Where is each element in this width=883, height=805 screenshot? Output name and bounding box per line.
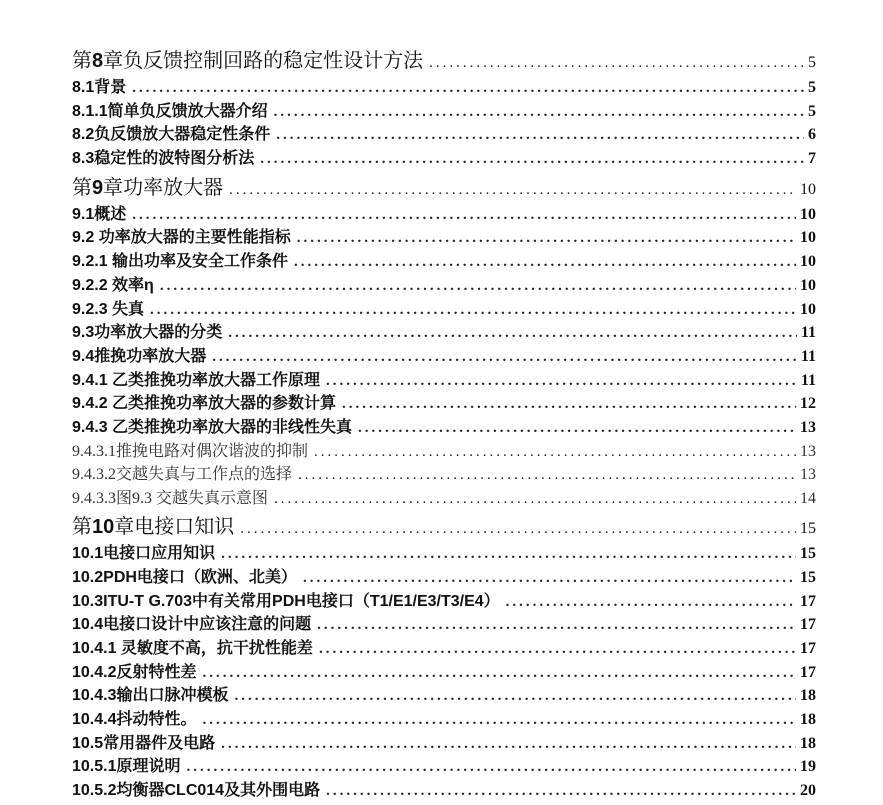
dot-leader bbox=[506, 591, 796, 615]
page-number: 10 bbox=[800, 276, 816, 294]
toc-entry-minor[interactable] bbox=[72, 463, 816, 487]
page-number: 17 bbox=[800, 663, 816, 681]
dot-leader bbox=[342, 393, 796, 417]
dot-leader bbox=[274, 101, 804, 125]
page-number: 11 bbox=[800, 347, 816, 365]
toc-entry-section[interactable] bbox=[72, 274, 816, 298]
chapter-prefix: 第 bbox=[72, 174, 92, 199]
toc-entry-title: 9.4.3 乙类推挽功率放大器的非线性失真 bbox=[72, 418, 353, 436]
toc-entry-title: 9.4.2 乙类推挽功率放大器的参数计算 bbox=[72, 395, 337, 413]
toc-entry-title: 10.1电接口应用知识 bbox=[72, 545, 216, 563]
toc-entry-title: 8.1.1简单负反馈放大器介绍 bbox=[72, 102, 268, 120]
toc-entry-chapter[interactable] bbox=[72, 44, 816, 76]
dot-leader bbox=[319, 638, 796, 662]
toc-entry-title bbox=[72, 510, 234, 543]
dot-leader bbox=[160, 275, 796, 299]
dot-leader bbox=[132, 77, 804, 101]
toc-entry-title: 8.2负反馈放大器稳定性条件 bbox=[72, 126, 271, 144]
toc-entry-section[interactable] bbox=[72, 542, 816, 566]
toc-entry-title: 9.4推挽功率放大器 bbox=[72, 347, 207, 365]
toc-entry-title: 9.4.3.1推挽电路对偶次谐波的抑制 bbox=[72, 442, 309, 460]
dot-leader bbox=[240, 513, 796, 545]
toc-entry-section[interactable] bbox=[72, 392, 816, 416]
page-number: 5 bbox=[808, 102, 816, 120]
page-number: 15 bbox=[800, 545, 816, 563]
toc-entry-title bbox=[72, 44, 423, 77]
dot-leader bbox=[203, 662, 797, 686]
page-number: 17 bbox=[800, 592, 816, 610]
toc-entry-chapter[interactable] bbox=[72, 171, 816, 203]
toc-entry-title: 9.4.1 乙类推挽功率放大器工作原理 bbox=[72, 371, 321, 389]
toc-entry-section[interactable] bbox=[72, 226, 816, 250]
toc-entry-section[interactable] bbox=[72, 369, 816, 393]
page-number: 13 bbox=[800, 442, 816, 460]
toc-entry-title: 10.2PDH电接口（欧洲、北美） bbox=[72, 568, 297, 586]
dot-leader bbox=[317, 614, 796, 638]
page-number: 7 bbox=[808, 150, 816, 168]
page-number: 20 bbox=[800, 782, 816, 799]
page-number: 18 bbox=[800, 734, 816, 752]
page-number: 14 bbox=[800, 489, 816, 507]
dot-leader bbox=[235, 685, 797, 709]
dot-leader bbox=[221, 543, 796, 567]
chapter-prefix: 第 bbox=[72, 514, 92, 539]
dot-leader bbox=[297, 227, 796, 251]
dot-leader bbox=[326, 370, 797, 394]
toc-entry-title: 10.5常用器件及电路 bbox=[72, 734, 216, 752]
toc-entry-title: 8.3稳定性的波特图分析法 bbox=[72, 150, 255, 168]
toc-entry-section[interactable] bbox=[72, 661, 816, 685]
dot-leader bbox=[358, 417, 796, 441]
toc-entry-title: 10.4.1 灵敏度不高，抗干扰性能差 bbox=[72, 639, 313, 657]
toc-entry-title: 10.4.4抖动特性。 bbox=[72, 710, 197, 728]
dot-leader bbox=[229, 174, 796, 206]
toc-entry-section[interactable] bbox=[72, 613, 816, 637]
chapter-title: 章负反馈控制回路的稳定性设计方法 bbox=[103, 48, 424, 72]
toc-entry-title: 10.5.2均衡器CLC014及其外围电路 bbox=[72, 782, 321, 799]
page-number: 13 bbox=[800, 418, 816, 436]
toc-entry-section[interactable] bbox=[72, 779, 816, 803]
toc-entry-title: 10.4.2反射特性差 bbox=[72, 663, 197, 681]
toc-entry-title: 8.1背景 bbox=[72, 79, 127, 96]
dot-leader bbox=[314, 441, 796, 465]
toc-entry-section[interactable] bbox=[72, 345, 816, 369]
toc-entry-title: 9.4.3.2交越失真与工作点的选择 bbox=[72, 466, 293, 484]
toc-entry-section[interactable] bbox=[72, 566, 816, 590]
toc-entry-section[interactable] bbox=[72, 123, 816, 147]
dot-leader bbox=[274, 488, 796, 512]
dot-leader bbox=[298, 464, 796, 488]
toc-entry-section[interactable] bbox=[72, 321, 816, 345]
toc-entry-title bbox=[72, 171, 223, 204]
page-number: 15 bbox=[800, 568, 816, 586]
toc-entry-title: 10.4.3输出口脉冲模板 bbox=[72, 687, 229, 705]
page-number: 5 bbox=[808, 79, 816, 96]
chapter-prefix: 第 bbox=[72, 48, 92, 72]
page-number: 10 bbox=[800, 300, 816, 318]
toc-entry-title: 9.2.1 输出功率及安全工作条件 bbox=[72, 253, 289, 271]
page-number: 11 bbox=[800, 371, 816, 389]
toc-entry-title: 9.2 功率放大器的主要性能指标 bbox=[72, 229, 291, 247]
page-number: 11 bbox=[800, 324, 816, 342]
toc-entry-section[interactable] bbox=[72, 298, 816, 322]
toc-entry-title: 9.2.2 效率η bbox=[72, 276, 154, 294]
dot-leader bbox=[150, 299, 796, 323]
toc-entry-section[interactable] bbox=[72, 250, 816, 274]
toc-entry-title: 9.3功率放大器的分类 bbox=[72, 324, 223, 342]
toc-entry-section[interactable] bbox=[72, 708, 816, 732]
dot-leader bbox=[132, 204, 796, 228]
dot-leader bbox=[187, 756, 797, 780]
toc-entry-title: 10.5.1原理说明 bbox=[72, 758, 181, 776]
toc-entry-section[interactable] bbox=[72, 684, 816, 708]
toc-entry-section[interactable] bbox=[72, 590, 816, 614]
page-number: 18 bbox=[800, 710, 816, 728]
page-number: 10 bbox=[800, 253, 816, 271]
page-number: 15 bbox=[800, 520, 816, 538]
toc-entry-title: 9.1概述 bbox=[72, 205, 127, 223]
toc-entry-section[interactable] bbox=[72, 416, 816, 440]
toc-entry-section[interactable] bbox=[72, 755, 816, 779]
dot-leader bbox=[260, 148, 804, 172]
page-number: 6 bbox=[808, 126, 816, 144]
dot-leader bbox=[429, 47, 804, 79]
page-number: 19 bbox=[800, 758, 816, 776]
toc-entry-title: 9.4.3.3图9.3 交越失真示意图 bbox=[72, 489, 269, 507]
dot-leader bbox=[228, 322, 797, 346]
toc-entry-section[interactable] bbox=[72, 147, 816, 171]
page-number: 10 bbox=[800, 229, 816, 247]
dot-leader bbox=[303, 567, 796, 591]
toc-entry-section[interactable] bbox=[72, 100, 816, 124]
dot-leader bbox=[203, 709, 797, 733]
toc-entry-minor[interactable] bbox=[72, 440, 816, 464]
toc-entry-title: 10.4电接口设计中应该注意的问题 bbox=[72, 616, 312, 634]
toc-entry-section[interactable] bbox=[72, 732, 816, 756]
dot-leader bbox=[221, 733, 796, 757]
dot-leader bbox=[212, 346, 797, 370]
table-of-contents bbox=[72, 44, 816, 803]
page-number: 13 bbox=[800, 466, 816, 484]
chapter-number: 10 bbox=[92, 516, 115, 539]
page-number: 10 bbox=[800, 180, 816, 198]
toc-entry-minor[interactable] bbox=[72, 487, 816, 511]
toc-entry-title: 10.3ITU-T G.703中有关常用PDH电接口（T1/E1/E3/T3/E4） bbox=[72, 592, 500, 610]
page-number: 12 bbox=[800, 395, 816, 413]
page-number: 10 bbox=[800, 205, 816, 223]
page-number: 5 bbox=[808, 54, 816, 71]
toc-entry-section[interactable] bbox=[72, 203, 816, 227]
toc-entry-title: 9.2.3 失真 bbox=[72, 300, 145, 318]
page-number: 18 bbox=[800, 687, 816, 705]
chapter-number: 9 bbox=[92, 176, 104, 199]
page-number: 17 bbox=[800, 639, 816, 657]
chapter-title: 章功率放大器 bbox=[103, 174, 224, 199]
dot-leader bbox=[326, 780, 796, 804]
dot-leader bbox=[276, 124, 804, 148]
toc-entry-chapter[interactable] bbox=[72, 510, 816, 542]
chapter-number: 8 bbox=[92, 50, 104, 72]
dot-leader bbox=[294, 251, 796, 275]
toc-entry-section[interactable] bbox=[72, 637, 816, 661]
page-number: 17 bbox=[800, 616, 816, 634]
toc-entry-section[interactable] bbox=[72, 76, 816, 100]
chapter-title: 章电接口知识 bbox=[114, 514, 235, 539]
